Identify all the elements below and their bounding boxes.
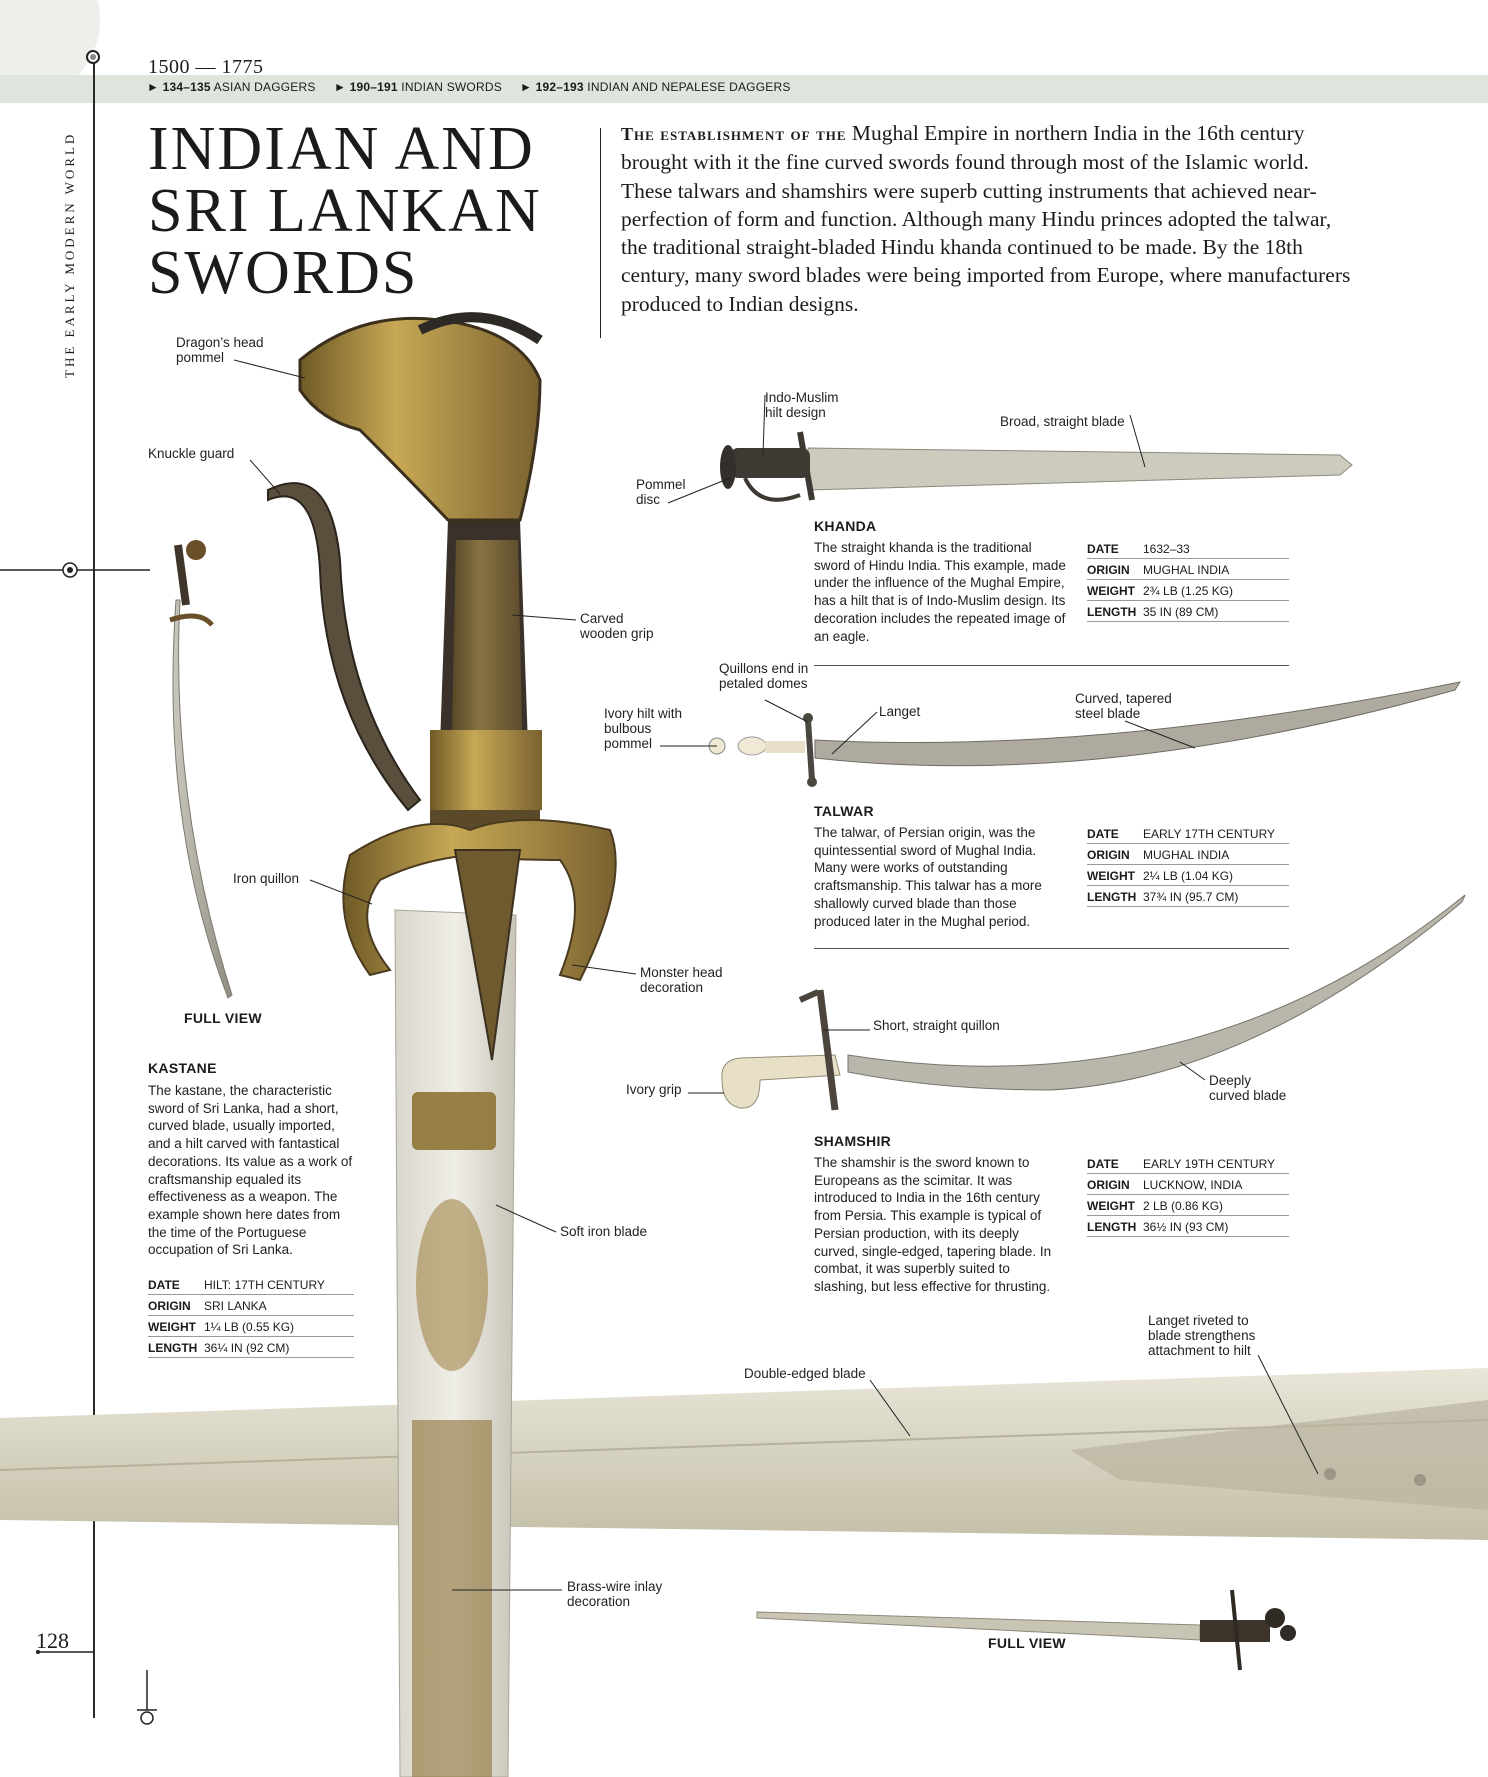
talwar-description: The talwar, of Persian origin, was the quintessential sword of Mughal India. Many were works of outstanding craftsmanship. This talwar has a more shallowly curved blade than those produced later in the Mughal period. [814,825,1042,929]
crossref-label: INDIAN SWORDS [401,80,502,94]
spec-key: WEIGHT [1087,1195,1143,1216]
callout-ivory-grip: Ivory grip [626,1082,682,1097]
spec-key: LENGTH [1087,886,1143,907]
spec-key: DATE [1087,538,1143,559]
spec-value: 35 IN (89 CM) [1143,601,1289,622]
large-blade-full-view-label: FULL VIEW [988,1635,1066,1651]
spec-value: 2¼ LB (1.04 KG) [1143,865,1289,886]
callout-dragon-pommel: Dragon’s head pommel [176,335,264,365]
spec-value: 1¼ LB (0.55 KG) [204,1316,354,1337]
spec-key: WEIGHT [1087,580,1143,601]
kastane-description: The kastane, the characteristic sword of Sri Lanka, had a short, curved blade, usually imported, and a hilt carved with fantastical decorations. Its value as a work of craftsmanship equaled its effectiveness as a weapon. The example shown here dates from the time of the Portuguese occupation of Sri Lanka. [148,1083,353,1258]
spec-value: LUCKNOW, INDIA [1143,1174,1289,1195]
crossref-pages: 192–193 [535,80,584,94]
callout-langet-riveted: Langet riveted to blade strengthens attachment to hilt [1148,1313,1256,1358]
spec-value: EARLY 19TH CENTURY [1143,1153,1289,1174]
spec-key: LENGTH [1087,601,1143,622]
spec-key: ORIGIN [1087,559,1143,580]
kastane-full-view-label: FULL VIEW [184,1010,262,1026]
callout-pommel-disc: Pommel disc [636,477,686,507]
crossref-indian-nepalese-daggers[interactable]: ► 192–193 INDIAN AND NEPALESE DAGGERS [520,80,791,94]
callout-curved-steel-blade: Curved, tapered steel blade [1075,691,1172,721]
talwar-heading: TALWAR [814,803,874,819]
spec-value: EARLY 17TH CENTURY [1143,823,1289,844]
spec-value: 2 LB (0.86 KG) [1143,1195,1289,1216]
title-line: SRI LANKAN [148,177,542,245]
khanda-description: The straight khanda is the traditional sword of Hindu India. This example, made under the influence of the Mughal Empire, has a hilt that is of Indo-Muslim design. Its decoration includes the repeated image of an eagle. [814,540,1066,644]
spec-key: LENGTH [1087,1216,1143,1237]
callout-brass-inlay: Brass-wire inlay decoration [567,1579,663,1609]
callout-soft-iron-blade: Soft iron blade [560,1224,648,1239]
crossref-indian-swords[interactable]: ► 190–191 INDIAN SWORDS [334,80,502,94]
title-line: SWORDS [148,239,419,307]
callout-iron-quillon: Iron quillon [233,871,300,886]
spec-key: ORIGIN [1087,1174,1143,1195]
spec-value: 36½ IN (93 CM) [1143,1216,1289,1237]
khanda-heading: KHANDA [814,518,877,534]
callout-short-quillon: Short, straight quillon [873,1018,1000,1033]
spec-value: 2¾ LB (1.25 KG) [1143,580,1289,601]
crossref-pages: 134–135 [162,80,211,94]
spec-value: HILT: 17TH CENTURY [204,1274,354,1295]
spec-value: MUGHAL INDIA [1143,844,1289,865]
intro-text: Mughal Empire in northern India in the 16th century brought with it the fine curved swords found through most of the Islamic world. These talwars and shamshirs were superb cutting instruments that achieved near-perfection of form and function. Although many Hindu princes adopted the talwar, the traditional straight-bladed Hindu khanda continued to be made. By the 18th century, many sword blades were being imported from Europe, where manufacturers produced to Indian designs. [621,121,1351,316]
spec-value: SRI LANKA [204,1295,354,1316]
title-line: INDIAN AND [148,115,535,183]
callout-deeply-curved-blade: Deeply curved blade [1209,1073,1287,1103]
section-label: THE EARLY MODERN WORLD [62,131,77,378]
callout-indo-muslim-hilt: Indo-Muslim hilt design [765,390,839,420]
spec-value: 36¼ IN (92 CM) [204,1337,354,1358]
spec-key: DATE [1087,1153,1143,1174]
callout-quillons-domes: Quillons end in petaled domes [719,661,809,691]
callout-langet: Langet [879,704,921,719]
callout-double-edged-blade: Double-edged blade [744,1366,866,1381]
spec-key: ORIGIN [1087,844,1143,865]
callout-broad-blade: Broad, straight blade [1000,414,1125,429]
spec-key: DATE [148,1274,204,1295]
intro-lead: The establishment of the [621,124,847,144]
crossref-asian-daggers[interactable]: ► 134–135 ASIAN DAGGERS [147,80,316,94]
shamshir-heading: SHAMSHIR [814,1133,892,1149]
period-range: 1500 — 1775 [148,56,264,78]
spec-value: MUGHAL INDIA [1143,559,1289,580]
crossref-label: INDIAN AND NEPALESE DAGGERS [587,80,791,94]
spec-key: ORIGIN [148,1295,204,1316]
crossref-pages: 190–191 [349,80,398,94]
callout-ivory-hilt: Ivory hilt with bulbous pommel [604,706,683,751]
page-number: 128 [36,1628,69,1653]
crossref-label: ASIAN DAGGERS [213,80,316,94]
spec-key: DATE [1087,823,1143,844]
spec-key: WEIGHT [148,1316,204,1337]
shamshir-description: The shamshir is the sword known to Europeans as the scimitar. It was introduced to India in the 16th century from Persia. This example is typical of Persian production, with its deeply curved, single-edged, tapering blade. In combat, it was superbly suited to slashing, but less effective for thrusting. [814,1155,1052,1294]
spec-value: 1632–33 [1143,538,1289,559]
spec-key: LENGTH [148,1337,204,1358]
callout-monster-head: Monster head decoration [640,965,723,995]
spec-key: WEIGHT [1087,865,1143,886]
callout-carved-grip: Carved wooden grip [580,611,654,641]
kastane-heading: KASTANE [148,1060,217,1076]
callout-knuckle-guard: Knuckle guard [148,446,235,461]
spec-value: 37¾ IN (95.7 CM) [1143,886,1289,907]
